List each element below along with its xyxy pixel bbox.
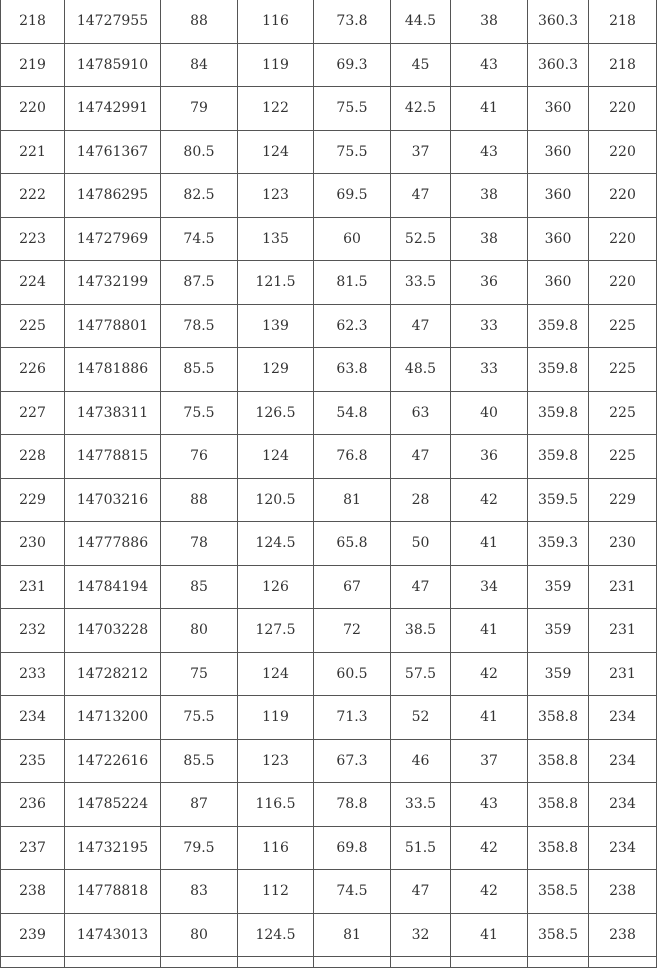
cell-score-3: 67.3	[314, 739, 391, 783]
cell-score-4: 63	[391, 391, 451, 435]
table-row	[1, 826, 657, 870]
cell-rank-tie: 238	[589, 870, 657, 914]
table-row-partial	[1, 957, 657, 968]
cell-score-3: 75.5	[314, 87, 391, 131]
cell-score-2: 122	[238, 87, 314, 131]
cell-score-2: 124	[238, 130, 314, 174]
cell-rank: 238	[1, 870, 65, 914]
cell-score-3: 71.3	[314, 696, 391, 740]
cell-score-2: 124.5	[238, 913, 314, 957]
cell-score-1: 87	[161, 783, 238, 827]
cell-score-4: 44.5	[391, 0, 451, 43]
cell-total: 358.8	[528, 696, 589, 740]
cell-rank-tie: 234	[589, 783, 657, 827]
cell-score-1: 75.5	[161, 391, 238, 435]
cell-score-5: 38	[451, 0, 528, 43]
cell-rank: 236	[1, 783, 65, 827]
cell-score-3: 69.8	[314, 826, 391, 870]
cell-score-3: 69.3	[314, 43, 391, 87]
cell-id: 14732199	[65, 261, 161, 305]
cell-rank-tie: 231	[589, 652, 657, 696]
cell-score-2: 135	[238, 217, 314, 261]
cell-id: 14727969	[65, 217, 161, 261]
cell-rank-tie: 234	[589, 696, 657, 740]
cell-empty	[314, 957, 391, 968]
cell-score-3: 81.5	[314, 261, 391, 305]
cell-rank-tie: 225	[589, 304, 657, 348]
cell-score-3: 62.3	[314, 304, 391, 348]
cell-score-5: 43	[451, 130, 528, 174]
cell-id: 14743013	[65, 913, 161, 957]
table-row	[1, 43, 657, 87]
cell-score-1: 78.5	[161, 304, 238, 348]
cell-rank: 239	[1, 913, 65, 957]
cell-rank: 230	[1, 522, 65, 566]
cell-score-2: 112	[238, 870, 314, 914]
cell-total: 359.3	[528, 522, 589, 566]
cell-rank-tie: 220	[589, 87, 657, 131]
cell-total: 360	[528, 130, 589, 174]
cell-rank-tie: 230	[589, 522, 657, 566]
cell-rank-tie: 234	[589, 739, 657, 783]
cell-score-1: 75	[161, 652, 238, 696]
cell-rank: 220	[1, 87, 65, 131]
cell-score-1: 80	[161, 609, 238, 653]
cell-rank-tie: 220	[589, 174, 657, 218]
cell-score-2: 116.5	[238, 783, 314, 827]
cell-id: 14784194	[65, 565, 161, 609]
cell-id: 14781886	[65, 348, 161, 392]
table-row	[1, 87, 657, 131]
cell-score-2: 116	[238, 0, 314, 43]
cell-total: 358.8	[528, 739, 589, 783]
table-row	[1, 304, 657, 348]
cell-rank: 226	[1, 348, 65, 392]
cell-id: 14785910	[65, 43, 161, 87]
cell-total: 359.8	[528, 304, 589, 348]
cell-score-1: 83	[161, 870, 238, 914]
cell-id: 14761367	[65, 130, 161, 174]
cell-score-4: 50	[391, 522, 451, 566]
cell-rank: 228	[1, 435, 65, 479]
cell-score-4: 33.5	[391, 261, 451, 305]
cell-score-4: 37	[391, 130, 451, 174]
cell-score-3: 73.8	[314, 0, 391, 43]
cell-score-3: 81	[314, 913, 391, 957]
cell-score-1: 84	[161, 43, 238, 87]
cell-rank-tie: 231	[589, 609, 657, 653]
cell-total: 358.5	[528, 870, 589, 914]
cell-score-4: 28	[391, 478, 451, 522]
cell-total: 359	[528, 652, 589, 696]
cell-total: 360	[528, 174, 589, 218]
cell-total: 359.8	[528, 391, 589, 435]
cell-score-2: 129	[238, 348, 314, 392]
cell-score-2: 119	[238, 696, 314, 740]
table-row	[1, 261, 657, 305]
cell-score-3: 63.8	[314, 348, 391, 392]
cell-score-3: 60	[314, 217, 391, 261]
cell-total: 358.5	[528, 913, 589, 957]
cell-score-5: 38	[451, 217, 528, 261]
cell-id: 14785224	[65, 783, 161, 827]
cell-score-4: 47	[391, 435, 451, 479]
cell-score-4: 47	[391, 304, 451, 348]
cell-rank-tie: 220	[589, 130, 657, 174]
cell-rank: 225	[1, 304, 65, 348]
cell-score-4: 52	[391, 696, 451, 740]
cell-score-4: 47	[391, 174, 451, 218]
table-row	[1, 652, 657, 696]
cell-total: 360	[528, 87, 589, 131]
cell-score-1: 82.5	[161, 174, 238, 218]
cell-score-3: 60.5	[314, 652, 391, 696]
cell-total: 360	[528, 261, 589, 305]
cell-score-4: 47	[391, 870, 451, 914]
cell-score-3: 74.5	[314, 870, 391, 914]
cell-rank-tie: 225	[589, 348, 657, 392]
cell-score-5: 41	[451, 609, 528, 653]
table-row	[1, 217, 657, 261]
cell-score-5: 33	[451, 348, 528, 392]
cell-rank-tie: 231	[589, 565, 657, 609]
cell-score-4: 47	[391, 565, 451, 609]
cell-rank-tie: 234	[589, 826, 657, 870]
cell-total: 360.3	[528, 0, 589, 43]
cell-score-5: 41	[451, 87, 528, 131]
cell-id: 14778801	[65, 304, 161, 348]
table-row	[1, 870, 657, 914]
table-row	[1, 783, 657, 827]
cell-score-4: 42.5	[391, 87, 451, 131]
cell-id: 14732195	[65, 826, 161, 870]
cell-score-2: 123	[238, 174, 314, 218]
cell-score-1: 75.5	[161, 696, 238, 740]
cell-score-4: 38.5	[391, 609, 451, 653]
table-row	[1, 174, 657, 218]
cell-rank: 237	[1, 826, 65, 870]
cell-id: 14713200	[65, 696, 161, 740]
cell-score-4: 57.5	[391, 652, 451, 696]
table-row	[1, 130, 657, 174]
cell-score-1: 85.5	[161, 348, 238, 392]
cell-total: 360	[528, 217, 589, 261]
table-row	[1, 478, 657, 522]
cell-rank-tie: 238	[589, 913, 657, 957]
cell-score-5: 41	[451, 522, 528, 566]
cell-score-1: 74.5	[161, 217, 238, 261]
cell-id: 14727955	[65, 0, 161, 43]
cell-rank: 222	[1, 174, 65, 218]
table-row	[1, 391, 657, 435]
cell-rank: 235	[1, 739, 65, 783]
table-row	[1, 913, 657, 957]
cell-rank-tie: 229	[589, 478, 657, 522]
cell-empty	[528, 957, 589, 968]
cell-empty	[65, 957, 161, 968]
cell-id: 14703216	[65, 478, 161, 522]
cell-score-2: 139	[238, 304, 314, 348]
cell-total: 359.8	[528, 435, 589, 479]
cell-score-3: 81	[314, 478, 391, 522]
cell-rank-tie: 220	[589, 217, 657, 261]
cell-score-1: 88	[161, 0, 238, 43]
cell-score-1: 78	[161, 522, 238, 566]
cell-empty	[1, 957, 65, 968]
cell-score-2: 123	[238, 739, 314, 783]
cell-score-1: 85	[161, 565, 238, 609]
table-row	[1, 739, 657, 783]
cell-rank: 229	[1, 478, 65, 522]
cell-rank: 218	[1, 0, 65, 43]
cell-score-5: 33	[451, 304, 528, 348]
cell-rank-tie: 225	[589, 391, 657, 435]
cell-empty	[451, 957, 528, 968]
cell-score-4: 51.5	[391, 826, 451, 870]
cell-total: 359.5	[528, 478, 589, 522]
cell-score-2: 121.5	[238, 261, 314, 305]
cell-score-2: 126.5	[238, 391, 314, 435]
cell-score-4: 33.5	[391, 783, 451, 827]
cell-score-3: 72	[314, 609, 391, 653]
cell-score-4: 45	[391, 43, 451, 87]
cell-score-5: 42	[451, 826, 528, 870]
cell-id: 14738311	[65, 391, 161, 435]
table-row	[1, 522, 657, 566]
cell-score-4: 52.5	[391, 217, 451, 261]
cell-empty	[391, 957, 451, 968]
cell-score-2: 124	[238, 435, 314, 479]
cell-score-5: 37	[451, 739, 528, 783]
cell-rank: 231	[1, 565, 65, 609]
cell-empty	[589, 957, 657, 968]
cell-score-5: 43	[451, 783, 528, 827]
cell-id: 14728212	[65, 652, 161, 696]
cell-total: 360.3	[528, 43, 589, 87]
cell-id: 14778818	[65, 870, 161, 914]
cell-score-1: 88	[161, 478, 238, 522]
cell-score-3: 67	[314, 565, 391, 609]
cell-score-3: 76.8	[314, 435, 391, 479]
cell-score-5: 34	[451, 565, 528, 609]
cell-rank-tie: 218	[589, 0, 657, 43]
cell-id: 14742991	[65, 87, 161, 131]
table-row	[1, 609, 657, 653]
cell-rank: 227	[1, 391, 65, 435]
cell-total: 358.8	[528, 826, 589, 870]
cell-score-4: 48.5	[391, 348, 451, 392]
cell-score-2: 120.5	[238, 478, 314, 522]
cell-score-3: 69.5	[314, 174, 391, 218]
cell-score-2: 124	[238, 652, 314, 696]
cell-score-5: 36	[451, 435, 528, 479]
cell-total: 358.8	[528, 783, 589, 827]
cell-score-1: 79	[161, 87, 238, 131]
cell-total: 359.8	[528, 348, 589, 392]
cell-score-2: 116	[238, 826, 314, 870]
cell-empty	[161, 957, 238, 968]
cell-score-2: 127.5	[238, 609, 314, 653]
cell-rank: 234	[1, 696, 65, 740]
table-row	[1, 696, 657, 740]
table-body	[1, 0, 657, 968]
cell-score-5: 41	[451, 913, 528, 957]
cell-score-5: 42	[451, 652, 528, 696]
cell-score-2: 124.5	[238, 522, 314, 566]
table-row	[1, 565, 657, 609]
cell-score-2: 126	[238, 565, 314, 609]
cell-score-5: 43	[451, 43, 528, 87]
cell-id: 14777886	[65, 522, 161, 566]
cell-rank: 219	[1, 43, 65, 87]
cell-rank-tie: 225	[589, 435, 657, 479]
cell-score-3: 78.8	[314, 783, 391, 827]
cell-score-5: 40	[451, 391, 528, 435]
cell-score-1: 76	[161, 435, 238, 479]
cell-score-5: 41	[451, 696, 528, 740]
cell-total: 359	[528, 609, 589, 653]
cell-score-4: 46	[391, 739, 451, 783]
cell-score-3: 54.8	[314, 391, 391, 435]
cell-rank-tie: 218	[589, 43, 657, 87]
cell-score-3: 65.8	[314, 522, 391, 566]
cell-score-1: 80.5	[161, 130, 238, 174]
cell-rank-tie: 220	[589, 261, 657, 305]
cell-score-1: 80	[161, 913, 238, 957]
cell-id: 14778815	[65, 435, 161, 479]
cell-rank: 233	[1, 652, 65, 696]
table-row	[1, 348, 657, 392]
table-row	[1, 435, 657, 479]
cell-score-5: 42	[451, 478, 528, 522]
cell-id: 14722616	[65, 739, 161, 783]
cell-id: 14786295	[65, 174, 161, 218]
cell-score-5: 42	[451, 870, 528, 914]
cell-score-5: 36	[451, 261, 528, 305]
cell-score-1: 79.5	[161, 826, 238, 870]
cell-score-1: 85.5	[161, 739, 238, 783]
cell-id: 14703228	[65, 609, 161, 653]
cell-rank: 224	[1, 261, 65, 305]
cell-empty	[238, 957, 314, 968]
cell-score-1: 87.5	[161, 261, 238, 305]
cell-rank: 232	[1, 609, 65, 653]
cell-score-3: 75.5	[314, 130, 391, 174]
cell-score-4: 32	[391, 913, 451, 957]
cell-rank: 223	[1, 217, 65, 261]
cell-score-2: 119	[238, 43, 314, 87]
cell-total: 359	[528, 565, 589, 609]
table-row	[1, 0, 657, 43]
cell-rank: 221	[1, 130, 65, 174]
cell-score-5: 38	[451, 174, 528, 218]
